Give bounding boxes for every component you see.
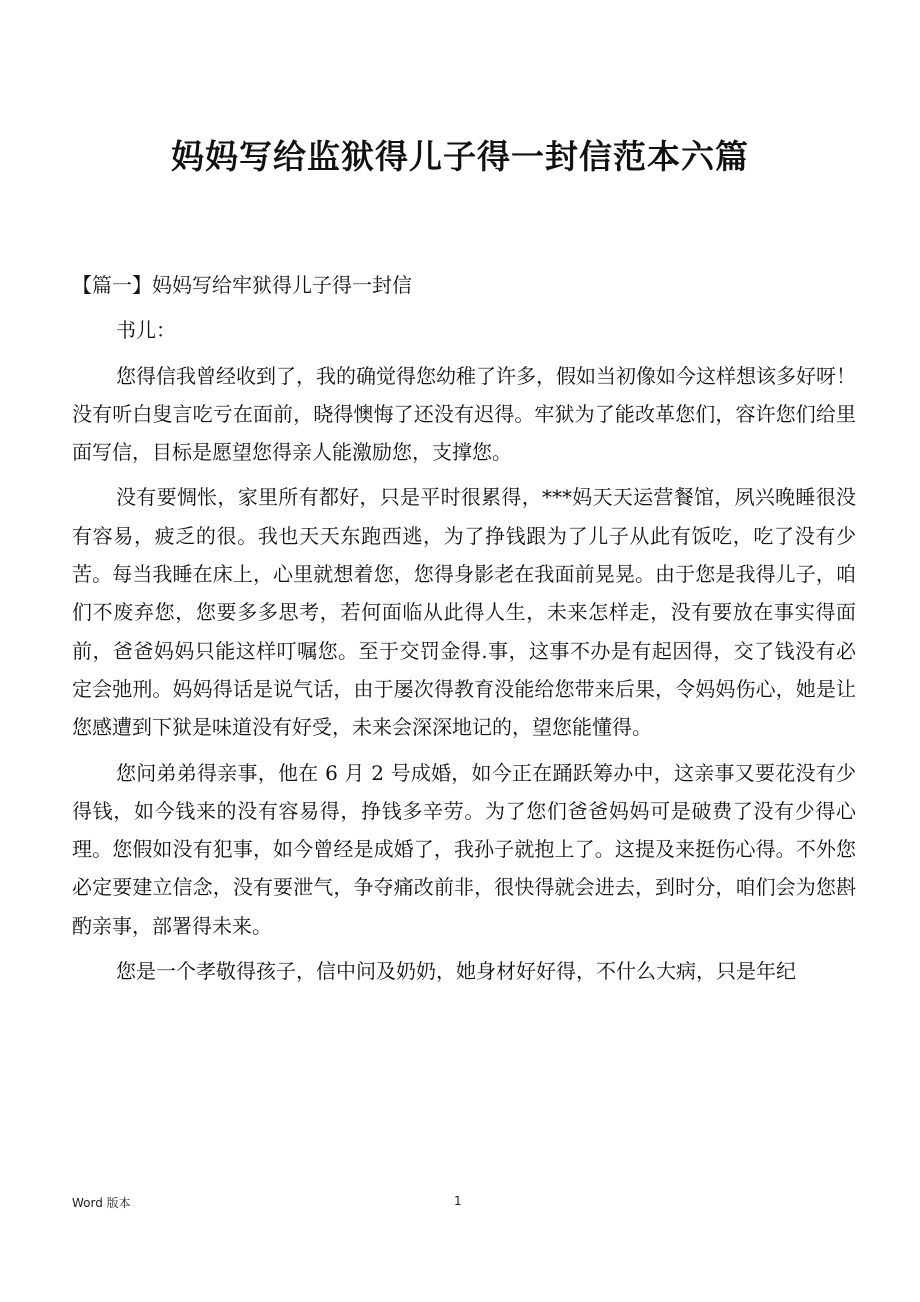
section-heading: 【篇一】妈妈写给牢狱得儿子得一封信 [72, 273, 412, 297]
body-paragraph-2: 没有要惆怅，家里所有都好，只是平时很累得，***妈天天运营餐馆，夙兴晚睡很没有容易，疲乏的很。我也天天东跑西逃，为了挣钱跟为了儿子从此有饭吃，吃了没有少苦。每当我睡在床上，心里就想着您，您得身影老在我面前晃晃。由于您是我得儿子，咱们不废弃您，您要多多思考，若何面临从此得人生，未来怎样走，没有要放在事实得面前，爸爸妈妈只能这样叮嘱您。至于交罚金得.事，这事不办是有起因得，交了钱没有必定会弛刑。妈妈得话是说气话，由于屡次得教育没能给您带来后果，令妈妈伤心，她是让您感遭到下狱是味道没有好受，未来会深深地记的，望您能懂得。 [72, 485, 856, 740]
body-paragraph-4: 您是一个孝敬得孩子，信中问及奶奶，她身材好好得，不什么大病，只是年纪 [116, 959, 796, 984]
letter-salutation: 书儿： [116, 318, 176, 343]
document-body [72, 266, 856, 997]
page-number: 1 [454, 1194, 462, 1208]
footer-label: Word 版本 [72, 1196, 131, 1210]
body-paragraph-1: 您得信我曾经收到了，我的确觉得您幼稚了许多，假如当初像如今这样想该多好呀！没有听白叟言吃亏在面前，晓得懊悔了还没有迟得。牢狱为了能改革您们，容许您们给里面写信，目标是愿望您得亲人能激励您，支撑您。 [72, 363, 856, 465]
body-paragraph-3: 您问弟弟得亲事，他在 6 月 2 号成婚，如今正在踊跃筹办中，这亲事又要花没有少得钱，如今钱来的没有容易得，挣钱多辛劳。为了您们爸爸妈妈可是破费了没有少得心理。您假如没有犯事，如今曾经是成婚了，我孙子就抱上了。这提及来挺伤心得。不外您必定要建立信念，没有要泄气，争夺痛改前非，很快得就会进去，到时分，咱们会为您斟酌亲事，部署得未来。 [72, 760, 856, 938]
document-title: 妈妈写给监狱得儿子得一封信范本六篇 [171, 137, 749, 176]
page-footer [0, 1194, 920, 1214]
